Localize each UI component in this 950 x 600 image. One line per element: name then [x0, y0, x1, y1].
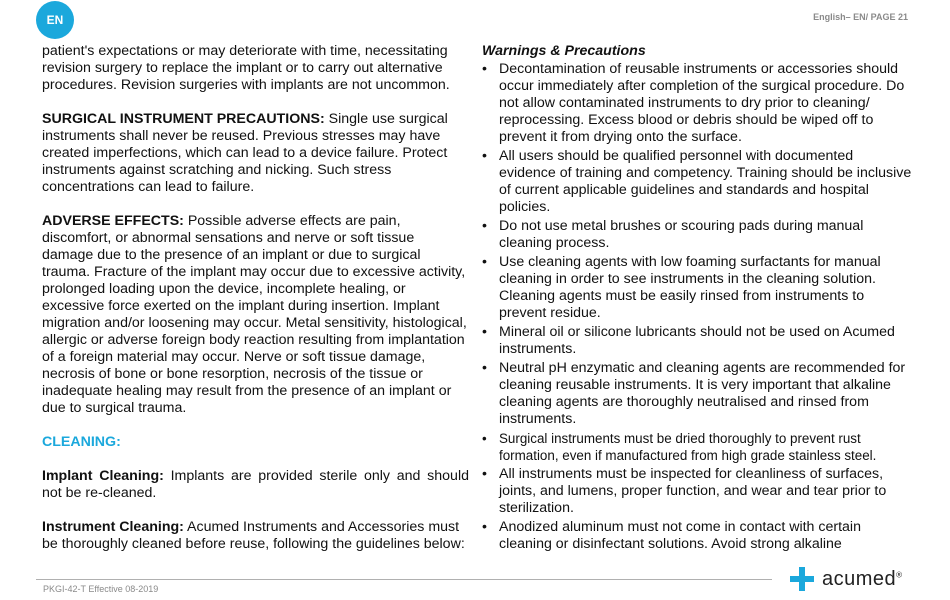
heading-surgical-instrument-precautions: SURGICAL INSTRUMENT PRECAUTIONS: — [42, 111, 325, 127]
list-item: • Mineral oil or silicone lubricants should not be used on Acumed instruments. — [482, 324, 912, 358]
paragraph-surgical-instrument-precautions — [42, 111, 469, 196]
warnings-list — [482, 61, 912, 553]
text-adverse-effects: Possible adverse effects are pain, discomfort, or abnormal sensations and nerve or soft tissue damage due to the presence of an implant or due to surgical trauma. Fracture of the implant may occur due to excessive activity, prolonged loading upon the device, incomplete healing, or excessive force exerted on the implant during insertion. Implant migration and/or loosening may occur. Metal sensitivity, histological, allergic or adverse foreign body reaction resulting from implantation of a foreign material may occur. Nerve or soft tissue damage, necrosis of bone or bone resorption, necrosis of the tissue or inadequate healing may result from the presence of an implant or due to surgical trauma. — [42, 213, 467, 416]
left-column — [42, 43, 469, 570]
paragraph-instrument-cleaning — [42, 519, 469, 553]
text-implant-cleaning: Implants are provided sterile only and should not be re-cleaned. — [42, 468, 469, 501]
list-item: • All users should be qualified personnel with documented evidence of training and competency. Training should be inclusive of current applicable guidelines and standards and hospital policies. — [482, 148, 912, 216]
paragraph-implant-cleaning — [42, 468, 469, 502]
list-item: • All instruments must be inspected for cleanliness of surfaces, joints, and lumens, proper function, and wear and tear prior to sterilization. — [482, 466, 912, 517]
heading-instrument-cleaning: Instrument Cleaning: — [42, 519, 184, 535]
list-item: • Decontamination of reusable instruments or accessories should occur immediately after completion of the surgical procedure. Do not allow contaminated instruments to dry prior to cleaning/ reprocessing. Excess blood or debris should be wiped off to prevent it from drying onto the surface. — [482, 61, 912, 146]
plus-icon — [790, 567, 814, 591]
heading-cleaning: CLEANING: — [42, 434, 121, 450]
page-label: English– EN/ PAGE 21 — [813, 12, 908, 22]
language-badge: EN — [36, 1, 74, 39]
list-item: • Neutral pH enzymatic and cleaning agents are recommended for cleaning reusable instruments. It is very important that alkaline cleaning agents are thoroughly neutralised and rinsed from instruments. — [482, 360, 912, 428]
heading-warnings-precautions: Warnings & Precautions — [482, 43, 646, 59]
footer-divider — [36, 579, 772, 580]
acumed-logo — [790, 566, 903, 592]
heading-implant-cleaning: Implant Cleaning: — [42, 468, 164, 484]
right-column — [482, 43, 912, 555]
paragraph-revision: patient's expectations or may deteriorate with time, necessitating revision surgery to replace the implant or to carry out alternative procedures. Revision surgeries with implants are not uncommon. — [42, 43, 450, 93]
document-code: PKGI-42-T Effective 08-2019 — [43, 584, 159, 594]
list-item: • Do not use metal brushes or scouring pads during manual cleaning process. — [482, 218, 912, 252]
text-surgical-instrument-precautions: Single use surgical instruments shall never be reused. Previous stresses may have created imperfections, which can lead to a device failure. Protect instruments against scratching and nicking. Such stress concentrations can lead to failure. — [42, 111, 448, 195]
list-item: • Anodized aluminum must not come in contact with certain cleaning or disinfectant solutions. Avoid strong alkaline — [482, 519, 912, 553]
list-item: • Surgical instruments must be dried thoroughly to prevent rust formation, even if manufactured from high grade stainless steel. — [482, 430, 912, 464]
logo-wordmark: acumed® — [822, 567, 903, 590]
text-instrument-cleaning: Acumed Instruments and Accessories must be thoroughly cleaned before reuse, following the guidelines below: — [42, 519, 465, 552]
heading-adverse-effects: ADVERSE EFFECTS: — [42, 213, 184, 229]
paragraph-adverse-effects — [42, 213, 469, 417]
list-item: • Use cleaning agents with low foaming surfactants for manual cleaning in order to see instruments in the cleaning solution. Cleaning agents must be easily rinsed from instruments to prevent residue. — [482, 254, 912, 322]
